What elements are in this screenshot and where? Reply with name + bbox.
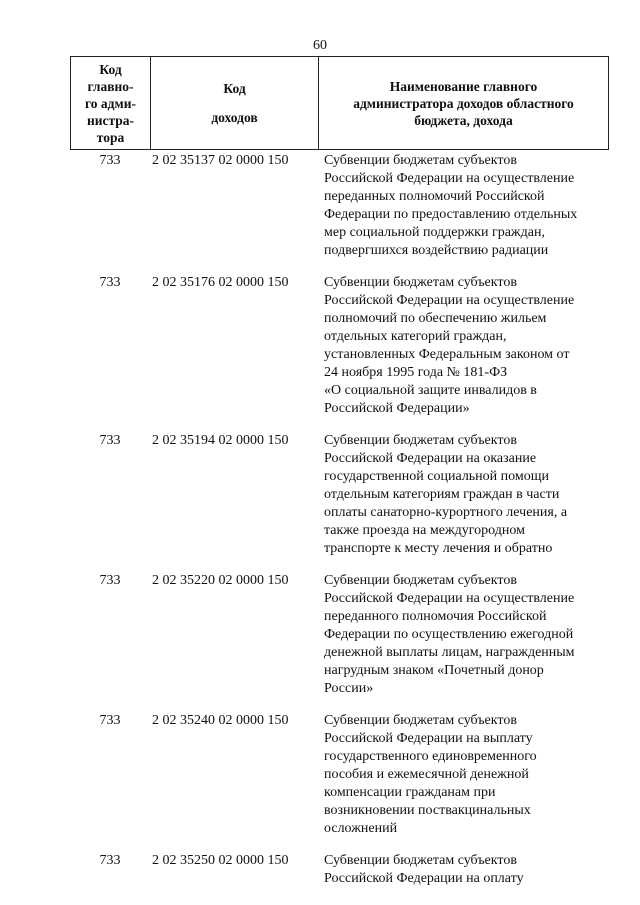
admin-code-cell: 733: [99, 275, 121, 290]
income-name-line: государственного единовременного: [324, 749, 537, 764]
admin-code-cell: 733: [99, 853, 121, 868]
income-name-line: Российской Федерации на выплату: [324, 731, 533, 746]
income-name-cell: [324, 852, 609, 888]
table-row: [70, 852, 609, 888]
income-name-cell: [324, 432, 609, 558]
income-name-line: отдельных категорий граждан,: [324, 329, 507, 344]
income-name-line: пособия и ежемесячной денежной: [324, 767, 529, 782]
income-name-line: компенсации гражданам при: [324, 785, 496, 800]
income-name-line: «О социальной защите инвалидов в: [324, 383, 537, 398]
header-income-code: [151, 57, 319, 149]
income-name-line: Субвенции бюджетам субъектов: [324, 275, 517, 290]
admin-code-cell: 733: [99, 573, 121, 588]
header-line: Код: [223, 81, 246, 96]
income-name-cell: [324, 274, 609, 418]
header-line: Наименование главного: [389, 78, 538, 94]
income-code-cell: 2 02 35240 02 0000 150: [152, 713, 289, 728]
income-name-cell: [324, 712, 609, 838]
header-line: тора: [96, 129, 125, 145]
income-code-cell: 2 02 35250 02 0000 150: [152, 853, 289, 868]
income-name-line: денежной выплаты лицам, награжденным: [324, 645, 575, 660]
income-name-line: транспорте к месту лечения и обратно: [324, 541, 553, 556]
income-name-line: подвергшихся воздействию радиации: [324, 243, 549, 258]
income-name-line: оплаты санаторно-курортного лечения, а: [324, 505, 568, 520]
income-name-line: отдельным категориям граждан в части: [324, 487, 560, 502]
table-row: [70, 432, 609, 558]
income-name-line: Федерации по осуществлению ежегодной: [324, 627, 574, 642]
income-name-line: полномочий по обеспечению жильем: [324, 311, 547, 326]
income-name-line: мер социальной поддержки граждан,: [324, 225, 545, 240]
income-name-cell: [324, 152, 609, 260]
admin-code-cell: 733: [99, 153, 121, 168]
table-row: [70, 572, 609, 698]
header-admin-code: [71, 57, 151, 149]
admin-code-cell: 733: [99, 433, 121, 448]
income-name-line: Субвенции бюджетам субъектов: [324, 153, 517, 168]
income-name-line: Российской Федерации»: [324, 401, 470, 416]
income-code-cell: 2 02 35220 02 0000 150: [152, 573, 289, 588]
header-line: доходов: [211, 110, 258, 125]
income-name-line: переданного полномочия Российской: [324, 609, 547, 624]
header-line: Код: [99, 61, 122, 77]
income-code-cell: 2 02 35137 02 0000 150: [152, 153, 289, 168]
income-name-line: нагрудным знаком «Почетный донор: [324, 663, 544, 678]
income-name-cell: [324, 572, 609, 698]
income-name-line: Российской Федерации на осуществление: [324, 591, 575, 606]
table-header: [70, 56, 609, 150]
income-name-line: Российской Федерации на оказание: [324, 451, 537, 466]
header-line: нистра-: [86, 112, 135, 128]
income-name-line: Субвенции бюджетам субъектов: [324, 853, 517, 868]
income-code-cell: 2 02 35176 02 0000 150: [152, 275, 289, 290]
income-name-line: осложнений: [324, 821, 398, 836]
table-row: [70, 274, 609, 418]
table-body: [70, 152, 609, 902]
header-line: главно-: [87, 78, 134, 94]
header-income-name: [319, 57, 608, 149]
admin-code-cell: 733: [99, 713, 121, 728]
page-number: 60: [313, 38, 327, 53]
header-line: администратора доходов областного: [353, 95, 574, 111]
income-name-line: переданных полномочий Российской: [324, 189, 545, 204]
income-code-cell: 2 02 35194 02 0000 150: [152, 433, 289, 448]
income-name-line: возникновении поствакцинальных: [324, 803, 531, 818]
table-row: [70, 152, 609, 260]
income-name-line: также проезда на междугородном: [324, 523, 525, 538]
income-name-line: Федерации по предоставлению отдельных: [324, 207, 578, 222]
table-row: [70, 712, 609, 838]
income-name-line: Субвенции бюджетам субъектов: [324, 433, 517, 448]
income-name-line: Субвенции бюджетам субъектов: [324, 713, 517, 728]
income-name-line: Российской Федерации на осуществление: [324, 171, 575, 186]
header-line: бюджета, дохода: [414, 112, 513, 128]
income-name-line: России»: [324, 681, 374, 696]
income-name-line: Субвенции бюджетам субъектов: [324, 573, 517, 588]
income-name-line: Российской Федерации на оплату: [324, 871, 524, 886]
income-name-line: Российской Федерации на осуществление: [324, 293, 575, 308]
income-name-line: государственной социальной помощи: [324, 469, 550, 484]
header-line: го адми-: [85, 95, 136, 111]
income-name-line: установленных Федеральным законом от: [324, 347, 570, 362]
income-name-line: 24 ноября 1995 года № 181-ФЗ: [324, 365, 508, 380]
